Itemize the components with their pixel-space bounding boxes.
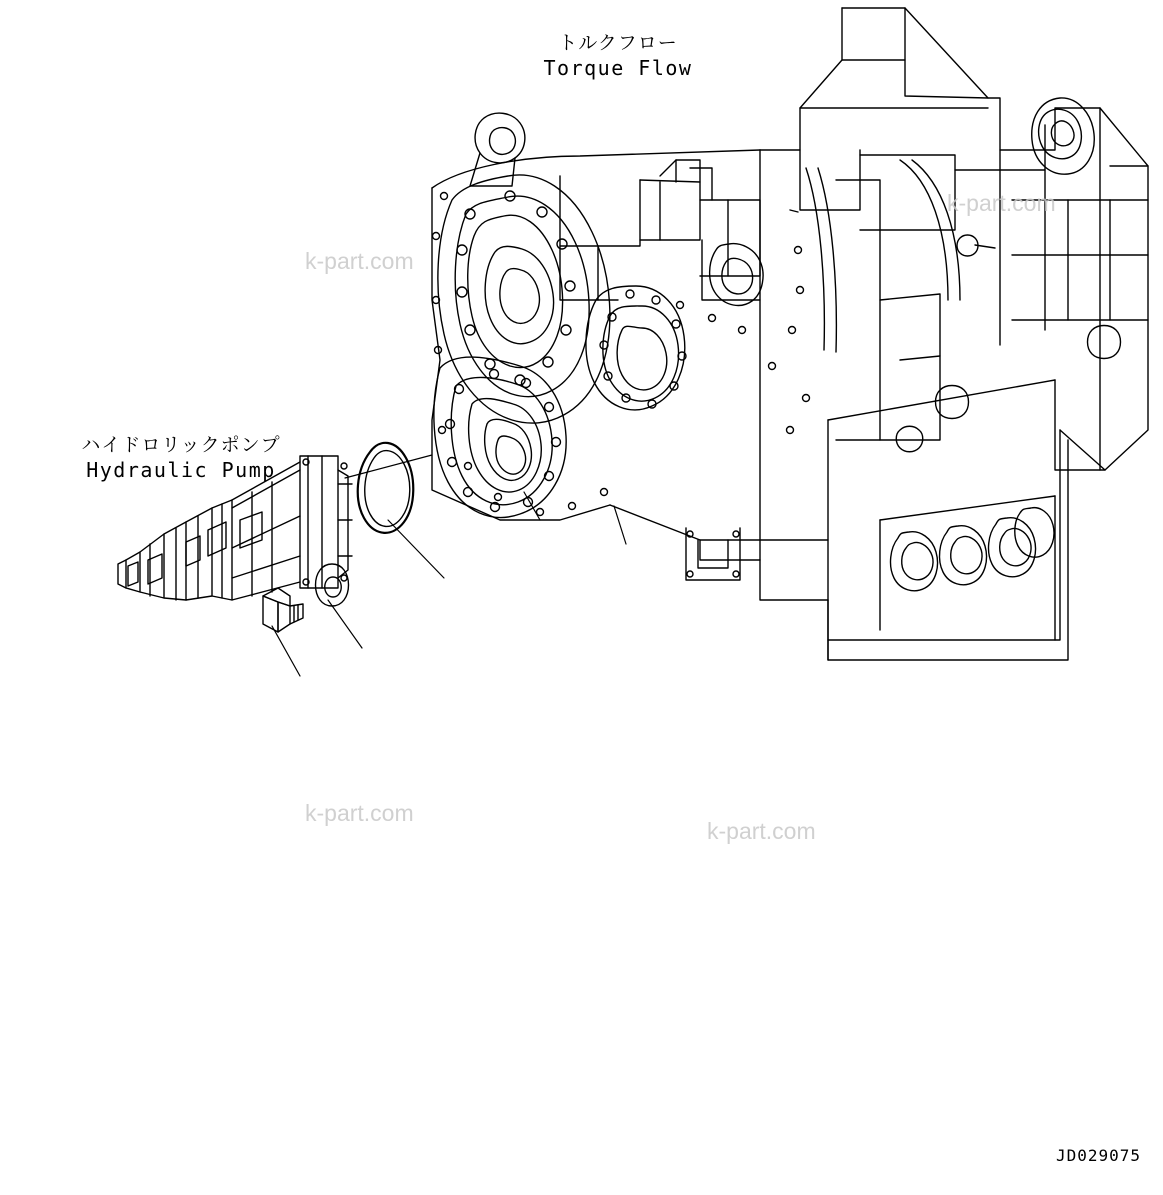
watermark: k-part.com xyxy=(305,248,414,274)
watermark: k-part.com xyxy=(305,800,414,826)
watermark: k-part.com xyxy=(947,190,1056,216)
leader-washer xyxy=(328,600,362,648)
drawing-number: JD029075 xyxy=(1055,1146,1141,1165)
label-torque-flow-en: Torque Flow xyxy=(543,55,693,80)
leader-bolt xyxy=(272,626,300,676)
o-ring-part xyxy=(358,443,414,533)
label-torque-flow xyxy=(503,32,733,81)
label-hydraulic-pump xyxy=(66,434,296,483)
washer-part xyxy=(316,564,349,606)
leader-pump-to-housing xyxy=(345,455,432,478)
bolt-part xyxy=(263,588,303,632)
label-torque-flow-jp: トルクフロー xyxy=(558,32,678,54)
label-hydraulic-pump-en: Hydraulic Pump xyxy=(86,457,276,482)
leader-detail-2 xyxy=(614,506,626,544)
leader-oring xyxy=(388,520,444,578)
label-hydraulic-pump-jp: ハイドロリックポンプ xyxy=(81,434,281,456)
watermark: k-part.com xyxy=(707,818,816,844)
torque-flow-assembly xyxy=(432,8,1148,660)
